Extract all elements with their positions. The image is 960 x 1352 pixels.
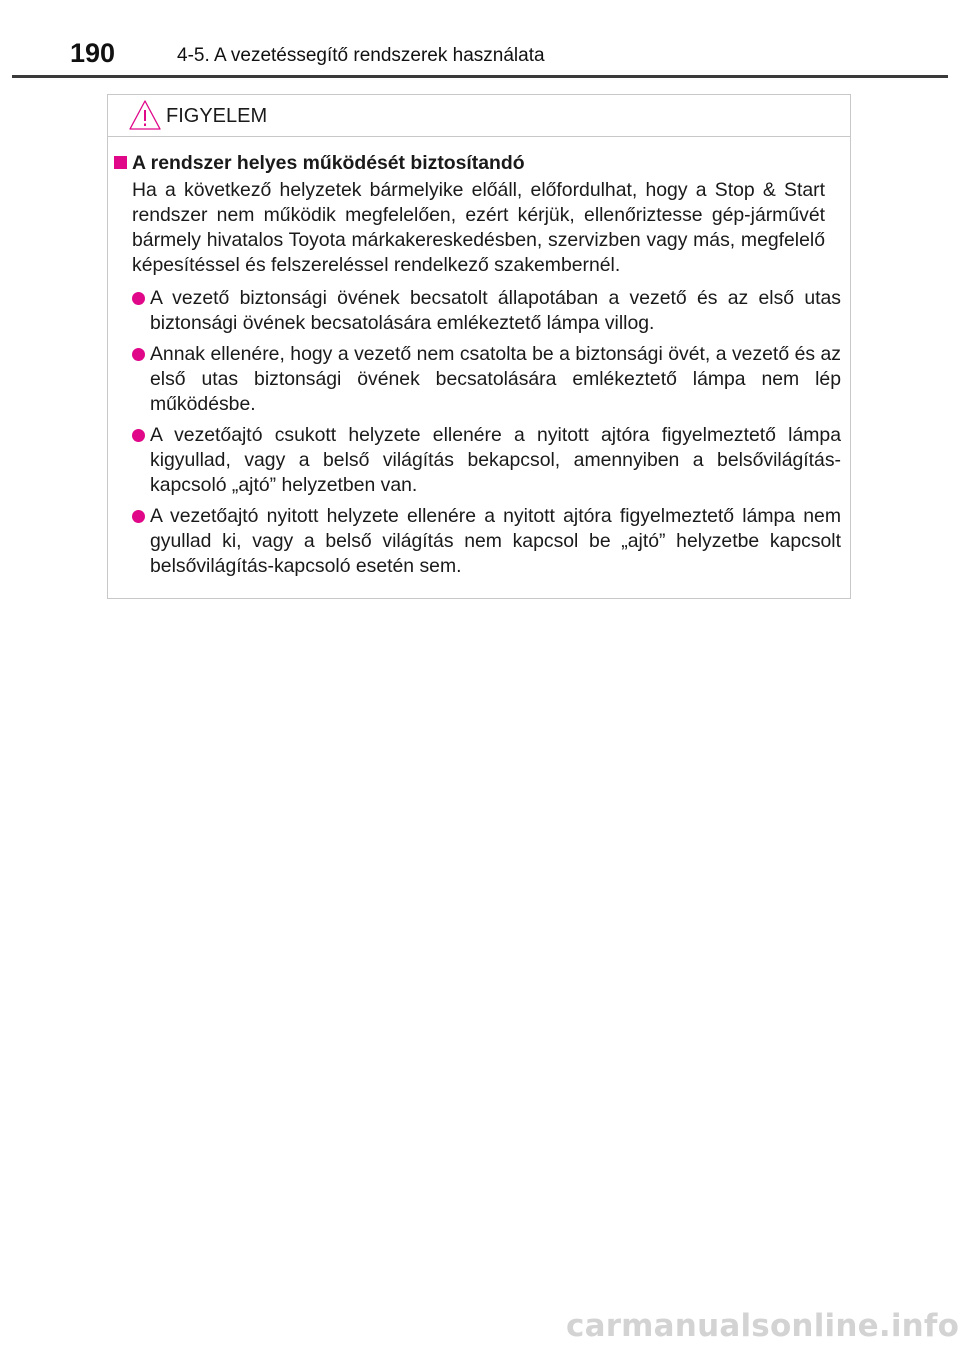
warning-title: FIGYELEM [166,105,268,127]
page-header [12,38,948,78]
watermark [566,1308,960,1344]
warning-intro: Ha a következő helyzetek bármelyike előáll, előfordulhat, hogy a Stop & Start rendszer nem működik megfelelően, ezért kérjük, ellenőriztesse gép-járművét bármely hivatalos Toyota márkakereskedésben, szervizben vagy más, megfelelő képesítéssel és felszereléssel rendelkező szakembernél. [132,179,825,276]
warning-subhead-text: A rendszer helyes működését biztosítandó [132,152,525,174]
list-item [132,286,841,336]
warning-subhead [132,151,841,176]
page-number: 190 [70,38,116,68]
list-item [132,504,841,579]
list-item-text: A vezetőajtó nyitott helyzete ellenére a nyitott ajtóra figyelmeztető lámpa nem gyullad ki, vagy a belső világítás nem kapcsol be „ajtó” helyzetbe kapcsolt belsővilágítás-kapcsoló esetén sem. [150,505,841,577]
warning-box [107,94,851,599]
list-item [132,423,841,498]
dot-bullet-icon [132,348,145,361]
section-title: 4-5. A vezetéssegítő rendszerek használata [177,45,545,66]
dot-bullet-icon [132,292,145,305]
header-rule [12,75,948,78]
dot-bullet-icon [132,510,145,523]
warning-body [108,137,850,579]
list-item [132,342,841,417]
square-bullet-icon [114,156,127,169]
list-item-text: A vezető biztonsági övének becsatolt állapotában a vezető és az első utas biztonsági övének becsatolására emlékeztető lámpa villog. [150,287,841,334]
warning-header [108,95,850,137]
warning-triangle-icon [128,99,162,131]
list-item-text: Annak ellenére, hogy a vezető nem csatolta be a biztonsági övét, a vezető és az első utas biztonsági övének becsatolására emlékeztető lámpa nem lép működésbe. [150,343,841,415]
dot-bullet-icon [132,429,145,442]
list-item-text: A vezetőajtó csukott helyzete ellenére a nyitott ajtóra figyelmeztető lámpa kigyullad, vagy a belső világítás bekapcsol, amennyiben a belsővilágítás-kapcsoló „ajtó” helyzetben van. [150,424,841,496]
watermark-text: carmanualsonline.info [566,1308,960,1344]
